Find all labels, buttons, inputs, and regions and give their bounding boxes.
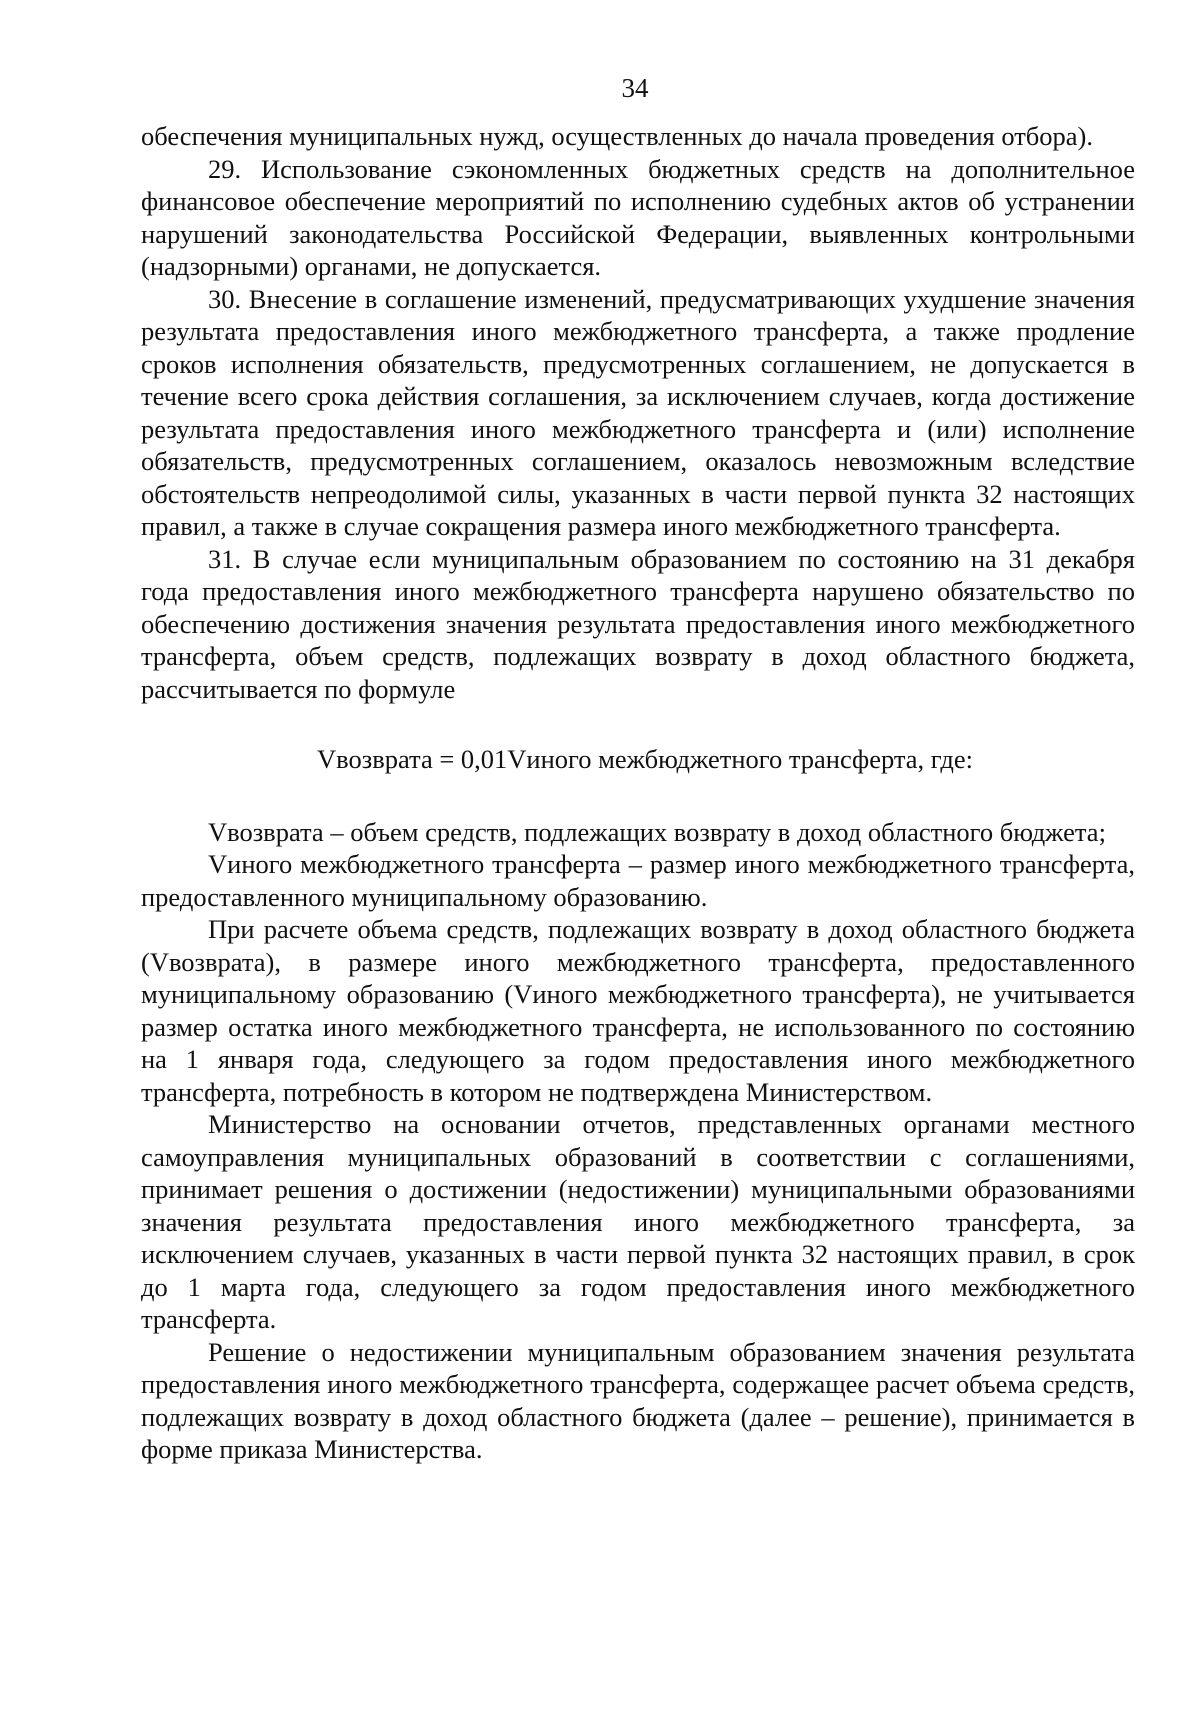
paragraph-ministry-decisions: Министерство на основании отчетов, представленных органами местного самоуправления муниципальных образований в соответствии с соглашениями, принимает решения о достижении (недостижении) муниципальными образованиями значения результата предоставления иного межбюджетного трансферта, за исключением случаев, указанных в части первой пункта 32 настоящих правил, в срок до 1 марта года, следующего за годом предоставления иного межбюджетного трансферта.	[141, 1109, 1135, 1334]
paragraph-31: 31. В случае если муниципальным образованием по состоянию на 31 декабря года предоставления иного межбюджетного трансферта нарушено обязательство по обеспечению достижения значения результата предоставления иного межбюджетного трансферта, объем средств, подлежащих возврату в доход областного бюджета, рассчитывается по формуле	[141, 543, 1135, 704]
formula: Vвозврата = 0,01Vиного межбюджетного трансферта, где:	[317, 744, 973, 774]
paragraph-calculation-note: При расчете объема средств, подлежащих возврату в доход областного бюджета (Vвозврата), в размере иного межбюджетного трансферта, предоставленного муниципальному образованию (Vиного межбюджетного трансферта), не учитывается размер остатка иного межбюджетного трансферта, не использованного по состоянию на 1 января года, следующего за годом предоставления иного межбюджетного трансферта, потребность в котором не подтверждена Министерством.	[141, 914, 1135, 1107]
paragraph-30: 30. Внесение в соглашение изменений, предусматривающих ухудшение значения результата предоставления иного межбюджетного трансферта, а также продление сроков исполнения обязательств, предусмотренных соглашением, не допускается в течение всего срока действия соглашения, за исключением случаев, когда достижение результата предоставления иного межбюджетного трансферта и (или) исполнение обязательств, предусмотренных соглашением, оказалось невозможным вследствие обстоятельств непреодолимой силы, указанных в части первой пункта 32 настоящих правил, а также в случае сокращения размера иного межбюджетного трансферта.	[141, 283, 1135, 541]
paragraph-decision-form: Решение о недостижении муниципальным образованием значения результата предоставления иного межбюджетного трансферта, содержащее расчет объема средств, подлежащих возврату в доход областного бюджета (далее – решение), принимается в форме приказа Министерства.	[141, 1336, 1135, 1464]
paragraph-continuation: обеспечения муниципальных нужд, осуществленных до начала проведения отбора).	[141, 121, 1093, 151]
definition-v-transfer: Vиного межбюджетного трансферта – размер иного межбюджетного трансферта, предоставленного муниципальному образованию.	[141, 849, 1135, 912]
page-number: 34	[621, 73, 649, 103]
document-body	[141, 120, 1135, 1466]
definition-v-return: Vвозврата – объем средств, подлежащих возврату в доход областного бюджета;	[208, 816, 1106, 847]
paragraph-29: 29. Использование сэкономленных бюджетных средств на дополнительное финансовое обеспечение мероприятий по исполнению судебных актов об устранении нарушений законодательства Российской Федерации, выявленных контрольными (надзорными) органами, не допускается.	[141, 153, 1135, 281]
